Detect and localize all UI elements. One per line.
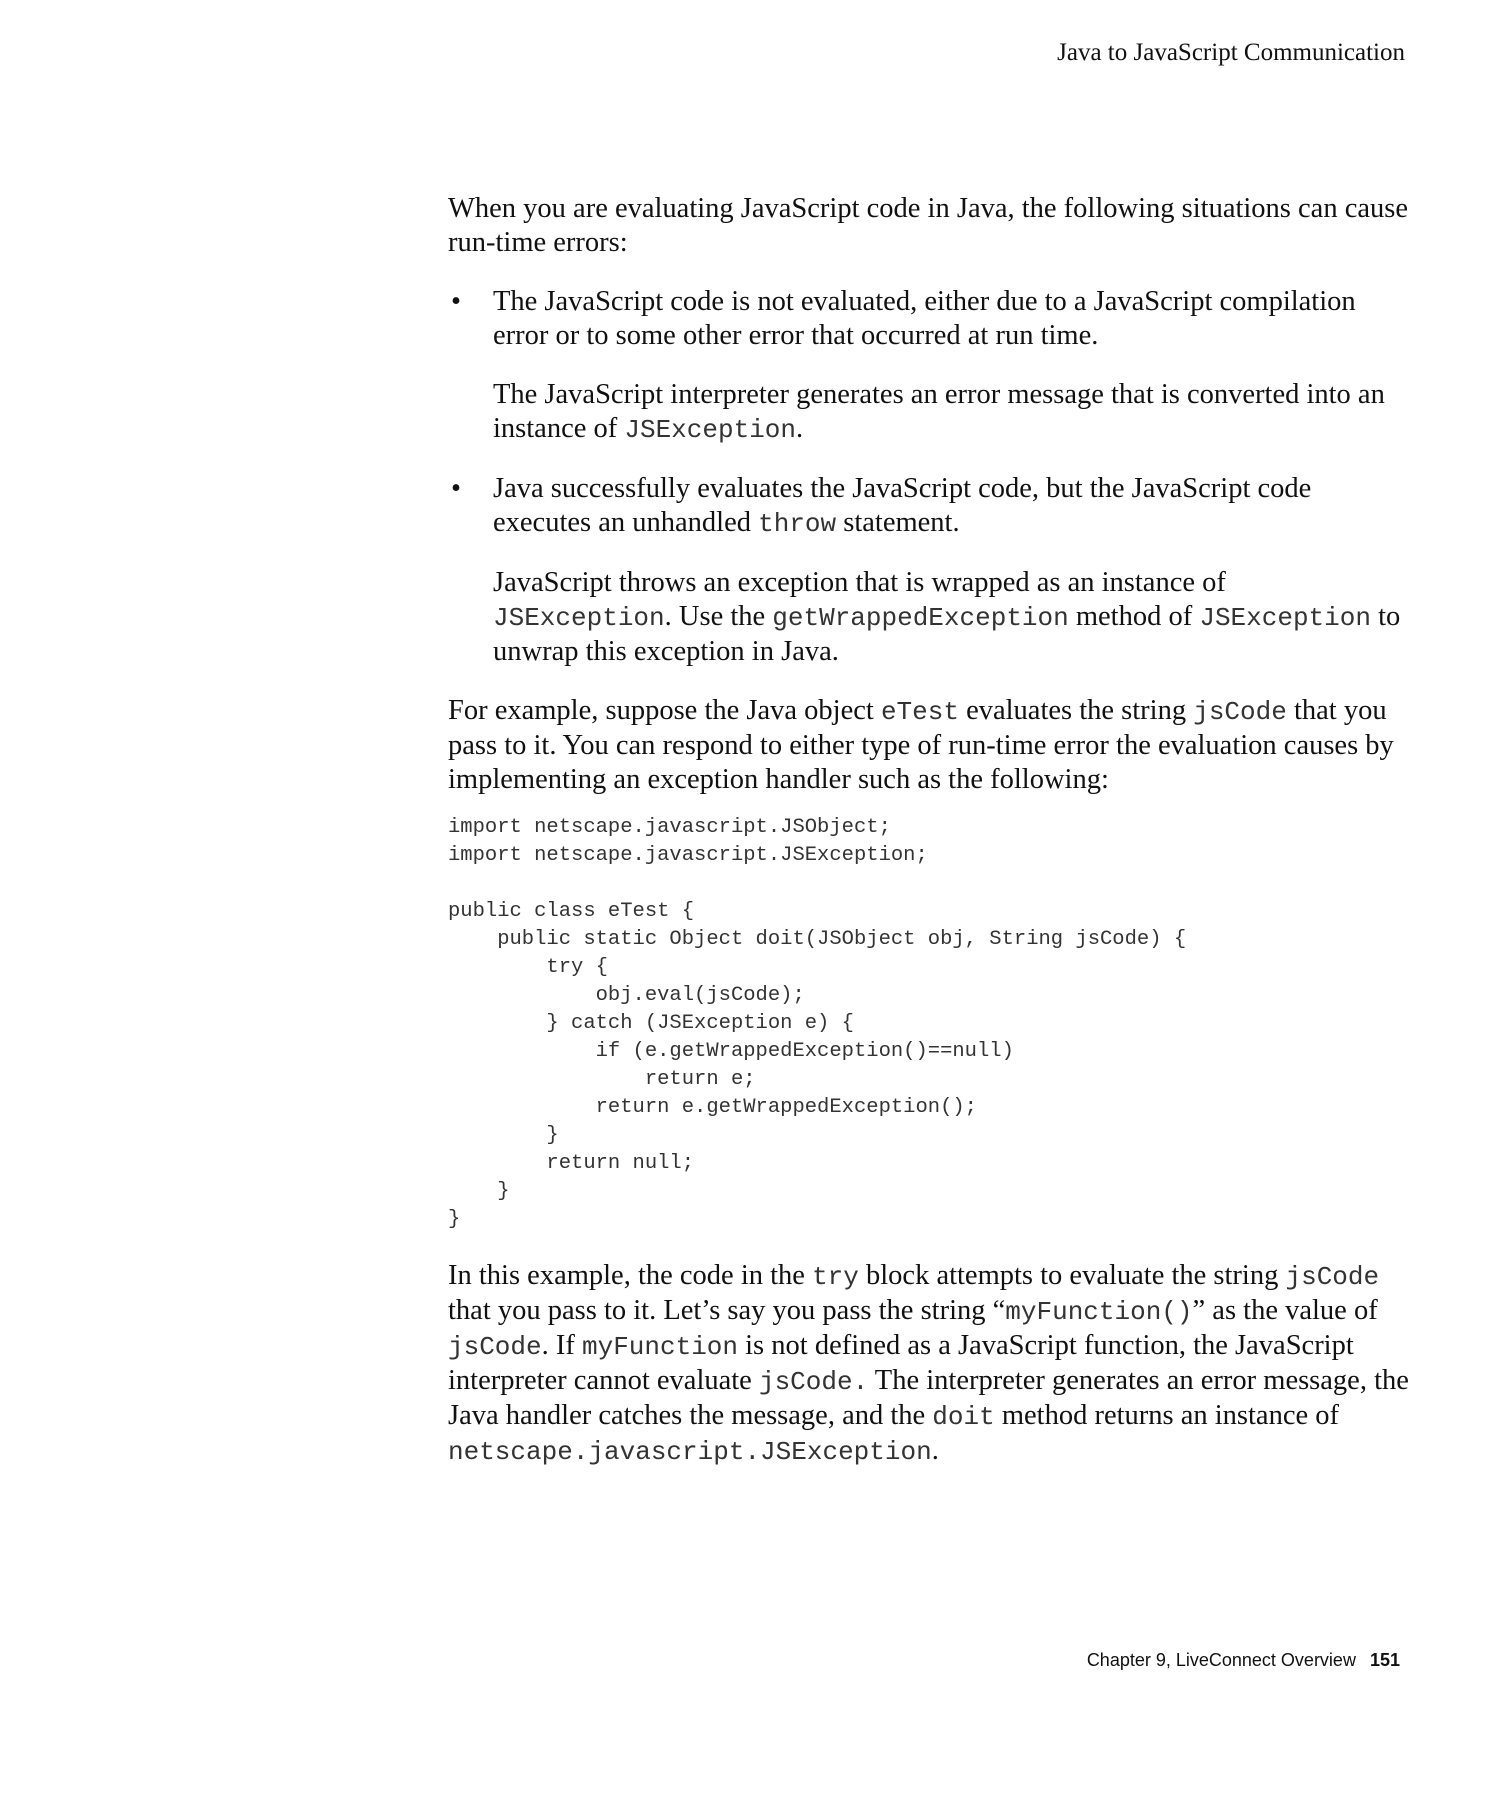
page-content [448, 192, 1410, 1469]
bullet-icon: • [451, 286, 461, 317]
code-line: } [448, 1180, 510, 1203]
bullet-text [493, 472, 1410, 541]
inline-code: throw [758, 509, 837, 539]
inline-code: netscape.javascript.JSException [448, 1437, 932, 1467]
text-run: . If [541, 1330, 582, 1361]
text-run: . Use the [664, 601, 773, 632]
text-run: block attempts to evaluate the string [858, 1260, 1286, 1291]
text-run: In this example, the code in the [448, 1260, 813, 1291]
inline-code: myFunction [581, 1332, 739, 1362]
text-run: that you pass to it. You can respond to either type of run-time error the evaluation causes by implementing an exception handler such as the following: [448, 695, 1394, 795]
code-line: try { [448, 956, 608, 979]
bullet-subparagraph [493, 566, 1410, 669]
code-line: import netscape.javascript.JSException; [448, 844, 928, 867]
text-run: method of [1068, 601, 1200, 632]
bullet-text: The JavaScript code is not evaluated, either due to a JavaScript compilation error or to some other error that occurred at run time. [493, 286, 1356, 351]
text-run: . [796, 413, 804, 444]
running-header: Java to JavaScript Communication [1057, 39, 1405, 66]
code-line: } [448, 1208, 461, 1231]
code-line: obj.eval(jsCode); [448, 984, 805, 1007]
inline-code: eTest [880, 697, 959, 727]
bullet-item-2 [448, 472, 1410, 669]
text-run: method returns an instance of [994, 1400, 1339, 1431]
code-line [448, 870, 1410, 898]
inline-code: JSException [493, 603, 665, 633]
bullet-icon: • [451, 473, 461, 504]
text-run: to unwrap this exception in Java. [493, 601, 1401, 667]
code-listing [448, 814, 1410, 1234]
text-run: JavaScript throws an exception that is wrapped as an instance of [493, 567, 1226, 598]
code-line: return e; [448, 1068, 756, 1091]
inline-code: jsCode [448, 1332, 542, 1362]
code-line: return e.getWrappedException(); [448, 1096, 977, 1119]
inline-code: doit [932, 1402, 995, 1432]
text-run: Java successfully evaluates the JavaScript code, but the JavaScript code executes an unhandled [493, 473, 1312, 538]
inline-code: JSException [1199, 603, 1371, 633]
code-line: } catch (JSException e) { [448, 1012, 854, 1035]
inline-code: try [812, 1262, 859, 1292]
code-line: return null; [448, 1152, 695, 1175]
text-run: . [931, 1435, 939, 1466]
bullet-subparagraph [493, 378, 1410, 447]
code-line: import netscape.javascript.JSObject; [448, 816, 891, 839]
text-run: evaluates the string [958, 695, 1194, 726]
page-footer [1087, 1648, 1400, 1672]
inline-code: jsCode [1193, 697, 1287, 727]
page-number: 151 [1369, 1650, 1400, 1670]
example-intro-paragraph [448, 694, 1410, 797]
bullet-item-1 [448, 285, 1410, 447]
code-line: public class eTest { [448, 900, 695, 923]
text-run: The JavaScript interpreter generates an error message that is converted into an instance of [493, 379, 1385, 444]
chapter-label: Chapter 9, LiveConnect Overview [1086, 1650, 1356, 1670]
inline-code: JSException [624, 415, 797, 445]
inline-code: myFunction() [1005, 1297, 1193, 1327]
explanation-paragraph [448, 1259, 1410, 1469]
text-run: that you pass to it. Let’s say you pass the string “ [448, 1295, 1006, 1326]
text-run: is not defined as a JavaScript function, the JavaScript interpreter cannot evaluate [448, 1330, 1354, 1396]
inline-code: jsCode [1285, 1262, 1380, 1292]
code-line: } [448, 1124, 559, 1147]
text-run: For example, suppose the Java object [448, 695, 881, 726]
text-run: statement. [836, 507, 960, 538]
text-run: ” as the value of [1192, 1295, 1378, 1326]
code-line: if (e.getWrappedException()==null) [448, 1040, 1014, 1063]
code-line: public static Object doit(JSObject obj, String jsCode) { [448, 928, 1187, 951]
text-run: The interpreter generates an error message, the Java handler catches the message, and the [448, 1365, 1409, 1431]
inline-code: jsCode. [758, 1367, 869, 1397]
intro-paragraph: When you are evaluating JavaScript code in Java, the following situations can cause run-time errors: [448, 193, 1408, 258]
inline-code: getWrappedException [772, 603, 1069, 633]
